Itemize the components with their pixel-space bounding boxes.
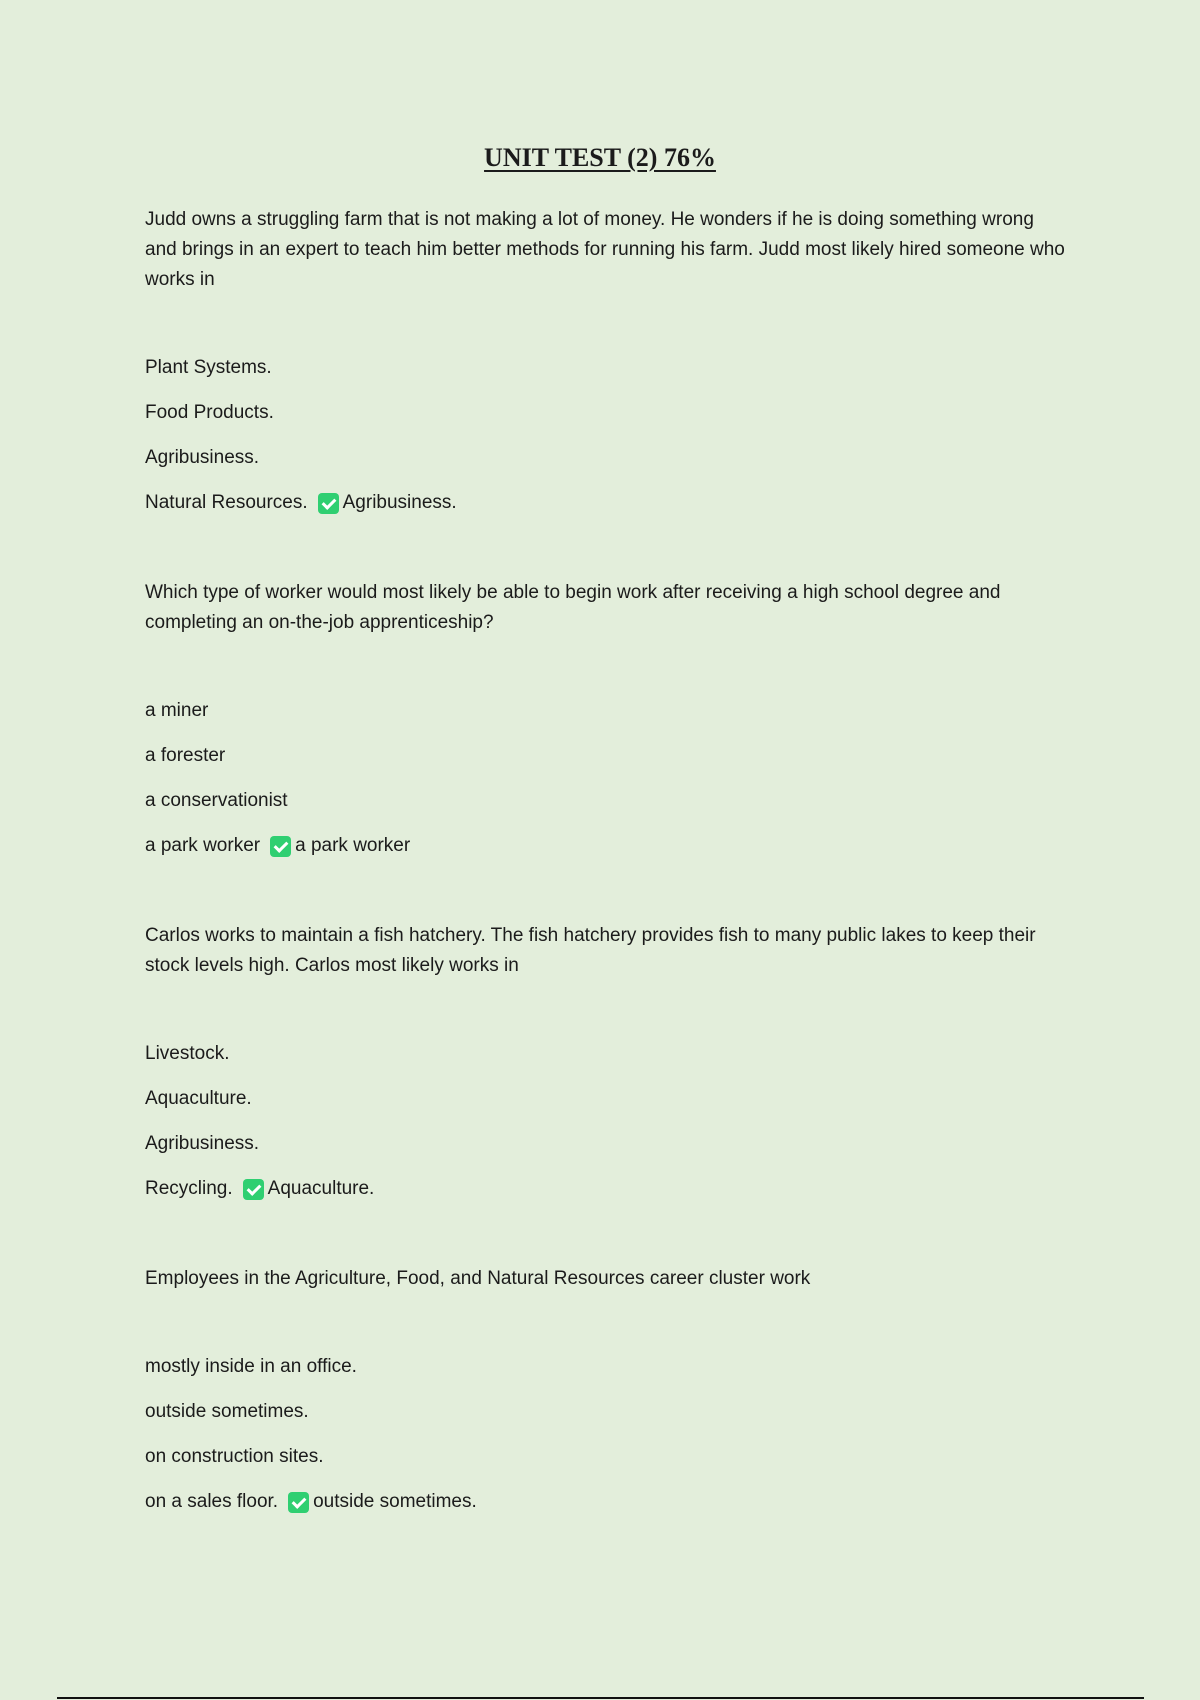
- quiz-content: [145, 205, 1065, 1517]
- question-text: Which type of worker would most likely be able to begin work after receiving a high school degree and completing an on-the-job apprenticeship?: [145, 582, 1001, 633]
- option: Livestock.: [145, 1043, 230, 1064]
- question-text: Judd owns a struggling farm that is not making a lot of money. He wonders if he is doing something wrong and brings in an expert to teach him better methods for running his farm. Judd most likely hired someone who works in: [145, 209, 1065, 290]
- option: a park worker: [145, 835, 261, 856]
- question-block-1: [145, 205, 1065, 518]
- checkmark-icon: [243, 1179, 264, 1200]
- option: Food Products.: [145, 402, 274, 423]
- checkmark-icon: [288, 1492, 309, 1513]
- option: Plant Systems.: [145, 357, 272, 378]
- page-title: UNIT TEST (2) 76%: [484, 143, 716, 172]
- option: a forester: [145, 745, 226, 766]
- option-with-answer: [145, 488, 1065, 518]
- correct-answer: Aquaculture.: [267, 1178, 375, 1199]
- question-text: Employees in the Agriculture, Food, and Natural Resources career cluster work: [145, 1268, 811, 1289]
- option-list: [145, 1352, 1065, 1517]
- question-text: Carlos works to maintain a fish hatchery. The fish hatchery provides fish to many public lakes to keep their stock levels high. Carlos most likely works in: [145, 925, 1036, 976]
- option: mostly inside in an office.: [145, 1356, 357, 1377]
- option: a miner: [145, 700, 209, 721]
- checkmark-icon: [270, 836, 291, 857]
- option: on a sales floor.: [145, 1491, 279, 1512]
- option-list: [145, 1039, 1065, 1204]
- correct-answer: a park worker: [295, 835, 411, 856]
- question-block-2: [145, 578, 1065, 861]
- option: a conservationist: [145, 790, 288, 811]
- option: Recycling.: [145, 1178, 233, 1199]
- correct-answer: outside sometimes.: [313, 1491, 477, 1512]
- checkmark-icon: [318, 493, 339, 514]
- option: Agribusiness.: [145, 1133, 260, 1154]
- option: Aquaculture.: [145, 1088, 252, 1109]
- question-block-3: [145, 921, 1065, 1204]
- question-block-4: [145, 1264, 1065, 1517]
- option-with-answer: [145, 1487, 1065, 1517]
- option: Natural Resources.: [145, 492, 308, 513]
- option-with-answer: [145, 831, 1065, 861]
- option-with-answer: [145, 1174, 1065, 1204]
- option: Agribusiness.: [145, 447, 260, 468]
- correct-answer: Agribusiness.: [342, 492, 457, 513]
- option-list: [145, 353, 1065, 518]
- footer-divider: [57, 1697, 1144, 1699]
- option: on construction sites.: [145, 1446, 324, 1467]
- option-list: [145, 696, 1065, 861]
- option: outside sometimes.: [145, 1401, 309, 1422]
